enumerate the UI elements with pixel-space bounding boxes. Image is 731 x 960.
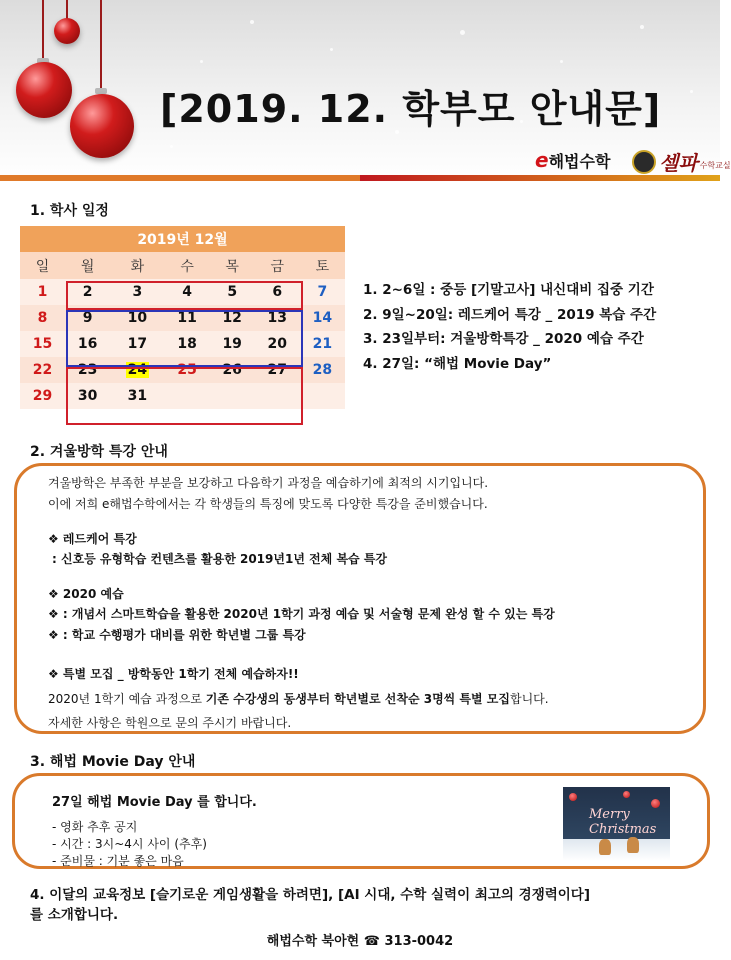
section1-heading: 1. 학사 일정 [30,203,109,219]
weekday-wed: 수 [165,252,210,279]
selpa-logo: 셀파 수학교실 [632,147,731,176]
calendar-title: 2019년 12월 [20,226,345,252]
movie-day-item: - 영화 추후 공지 [52,820,138,834]
calendar-day-highlighted: 24 [110,357,164,383]
header-divider-red [0,175,360,181]
calendar-day: 11 [165,305,210,331]
calendar-day-holiday: 25 [165,357,210,383]
calendar-day: 31 [110,383,164,409]
section4-line1: 4. 이달의 교육정보 [슬기로운 게임생활을 하려면], [AI 시대, 수학 실력이 최고의 경쟁력이다] [30,887,591,903]
section2-heading: 2. 겨울방학 특강 안내 [30,444,168,460]
calendar-day: 7 [300,279,345,305]
calendar-day: 10 [110,305,164,331]
calendar-day: 27 [255,357,300,383]
calendar-day [300,383,345,409]
calendar-day: 2 [65,279,110,305]
calendar-day: 26 [210,357,255,383]
calendar-day: 5 [210,279,255,305]
weekday-tue: 화 [110,252,164,279]
section3-heading: 3. 해법 Movie Day 안내 [30,754,196,770]
schedule-notes [363,278,656,376]
calendar-day: 21 [300,331,345,357]
calendar-day: 14 [300,305,345,331]
preview-item: ❖ : 개념서 스마트학습을 활용한 2020년 1학기 과정 예습 및 서술형 문제 완성 할 수 있는 특강 [48,607,555,621]
calendar-day: 18 [165,331,210,357]
special-desc: 2020년 1학기 예습 과정으로 기존 수강생의 동생부터 학년별로 선착순 3명씩 특별 모집합니다. [48,692,549,706]
winter-intro-line1: 겨울방학은 부족한 부분을 보강하고 다음학기 과정을 예습하기에 최적의 시기입니다. [48,476,489,490]
preview-title: ❖ 2020 예습 [48,587,124,601]
schedule-note: 3. 23일부터: 겨울방학특강 _ 2020 예습 주간 [363,331,644,347]
calendar-day: 16 [65,331,110,357]
contact-note: 자세한 사항은 학원으로 문의 주시기 바랍니다. [48,716,292,730]
winter-period-box [66,367,303,425]
weekday-sun: 일 [20,252,65,279]
calendar-day: 15 [20,331,65,357]
calendar-day: 28 [300,357,345,383]
weekday-mon: 월 [65,252,110,279]
redcare-title: ❖ 레드케어 특강 [48,532,137,546]
calendar-day: 29 [20,383,65,409]
haebeop-logo: e해법수학 [535,148,611,172]
weekday-thu: 목 [210,252,255,279]
footer-contact: 해법수학 북아현 ☎ 313-0042 [266,934,454,949]
schedule-note: 2. 9일~20일: 레드케어 특강 _ 2019 복습 주간 [363,306,657,323]
redcare-desc: : 신호등 유형학습 컨텐츠를 활용한 2019년1년 전체 복습 특강 [52,552,387,566]
page-title: [2019. 12. 학부모 안내문] [160,87,662,131]
calendar-day: 22 [20,357,65,383]
movie-day-item: - 준비물 : 기분 좋은 마음 [52,854,184,868]
selpa-emblem-icon [632,150,656,174]
calendar-day: 30 [65,383,110,409]
section4-line2: 를 소개합니다. [30,907,119,923]
schedule-note: 4. 27일: “해법 Movie Day” [363,355,552,372]
calendar-day: 23 [65,357,110,383]
christmas-image: Merry Christmas [563,787,670,861]
calendar-day: 9 [65,305,110,331]
redcare-period-box [66,310,303,367]
calendar-day: 8 [20,305,65,331]
calendar-day: 6 [255,279,300,305]
winter-intro-line2: 이에 저희 e해법수학에서는 각 학생들의 특징에 맞도록 다양한 특강을 준비했습니다. [48,497,488,511]
exam-period-box [66,281,303,310]
movie-day-lead: 27일 해법 Movie Day 를 합니다. [52,795,257,810]
weekday-sat: 토 [300,252,345,279]
header-divider-gold [360,175,720,181]
special-title: ❖ 특별 모집 _ 방학동안 1학기 전체 예습하자!! [48,667,299,681]
header-banner [0,0,731,180]
calendar-day: 1 [20,279,65,305]
calendar-day: 13 [255,305,300,331]
weekday-fri: 금 [255,252,300,279]
calendar-day: 19 [210,331,255,357]
calendar-day: 12 [210,305,255,331]
preview-item: ❖ : 학교 수행평가 대비를 위한 학년별 그룹 특강 [48,628,306,642]
schedule-note: 1. 2~6일 : 중등 [기말고사] 내신대비 집중 기간 [363,282,654,298]
calendar-weekday-row [20,252,345,279]
calendar-day: 4 [165,279,210,305]
calendar-day: 20 [255,331,300,357]
movie-day-item: - 시간 : 3시~4시 사이 (추후) [52,837,207,851]
calendar-day: 17 [110,331,164,357]
calendar-day: 3 [110,279,164,305]
